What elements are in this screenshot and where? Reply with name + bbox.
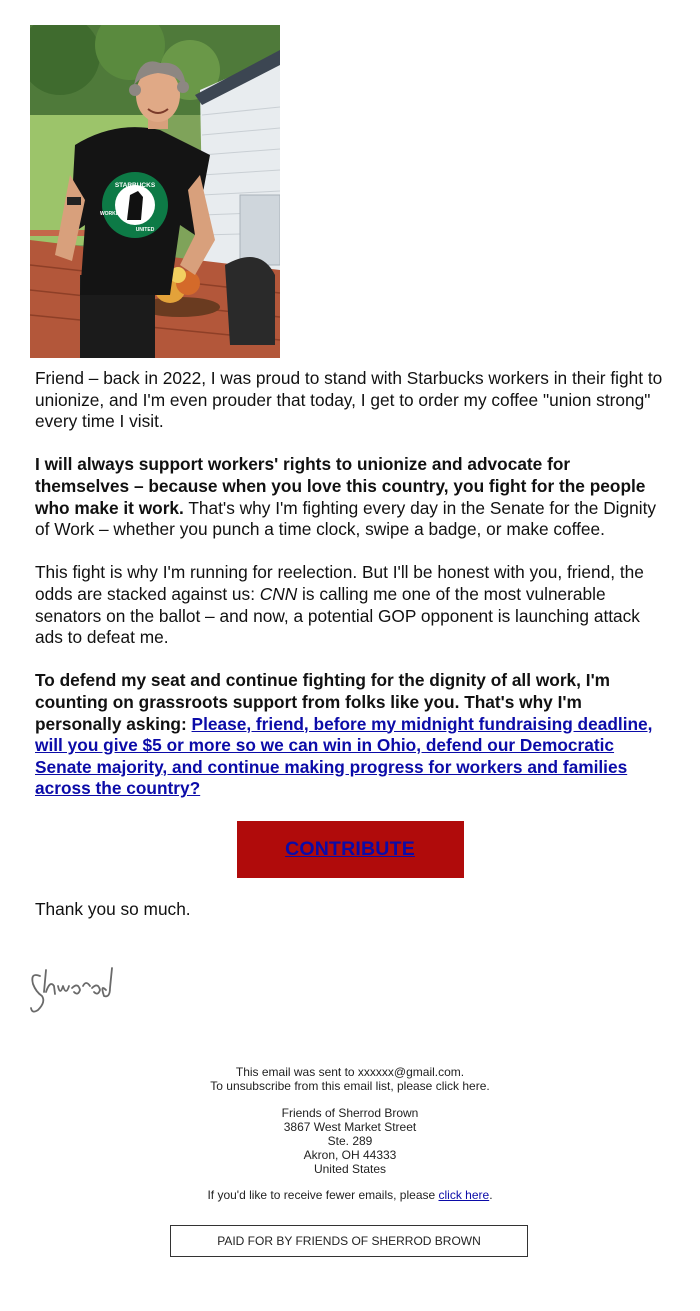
footer-fewer-end: . [489,1188,493,1202]
signature-image [28,962,128,1022]
footer-fewer-emails [0,1188,700,1202]
footer-recipient [0,1065,700,1093]
paragraph-workers-rights-rest: That's why I'm fighting every day in the Senate for the Dignity of Work – whether you punch a time clock, swipe a badge, or make coffee. [35,497,657,540]
paid-for-disclaimer: PAID FOR BY FRIENDS OF SHERROD BROWN [170,1225,528,1257]
shirt-logo-left-text: WORKERS [99,211,127,217]
footer-fewer-text: If you'd like to receive fewer emails, please [207,1188,439,1202]
paragraph-reelection [35,562,665,648]
hero-photo [30,25,280,358]
footer-suite: Ste. 289 [327,1133,373,1148]
paragraph-reelection-part-b: is calling me one of the most vulnerable senators on the ballot – and now, a potential GOP opponent is launching attack ads to defeat me. [35,583,640,648]
footer-org: Friends of Sherrod Brown [281,1105,419,1120]
donate-ask-link-text: Please, friend, before my midnight fundraising deadline, will you give $5 or more so we can win in Ohio, defend our Democratic Senate majority, and continue making progress for workers and families across the country? [35,713,653,799]
email-footer [0,1065,700,1215]
shirt-logo-right-text: UNITED [135,227,155,233]
footer-sent-to: This email was sent to xxxxxx@gmail.com. [235,1065,465,1079]
paragraph-reelection-part-a: This fight is why I'm running for reelection. But I'll be honest with you, friend, the odds are stacked against us: [35,562,644,604]
contribute-button[interactable]: CONTRIBUTE [237,821,464,878]
paragraph-intro: Friend – back in 2022, I was proud to stand with Starbucks workers in their fight to unionize, and I'm even prouder that today, I get to order my coffee "union strong" every time I visit. [35,368,663,432]
cnn-italic: CNN [259,583,298,604]
footer-country: United States [313,1161,387,1176]
footer-street: 3867 West Market Street [283,1119,417,1134]
thank-you-text: Thank you so much. [35,899,191,920]
footer-city: Akron, OH 44333 [303,1147,397,1162]
footer-unsubscribe[interactable]: To unsubscribe from this email list, please click here. [210,1079,490,1093]
paragraph-ask [35,670,665,800]
cta-container [35,821,665,878]
email-body [35,368,665,943]
paragraph-workers-rights-bold: I will always support workers' rights to unionize and advocate for themselves – because when you love this country, you fight for the people who make it work. [35,454,646,518]
paragraph-workers-rights [35,454,665,540]
footer-address [0,1106,700,1176]
paragraph-ask-bold: To defend my seat and continue fighting for the dignity of all work, I'm counting on grassroots support from folks like you. That's why I'm personally asking: [35,670,611,734]
shirt-logo-top-text: STARBUCKS [114,182,156,189]
fewer-emails-link[interactable]: click here [438,1188,490,1202]
